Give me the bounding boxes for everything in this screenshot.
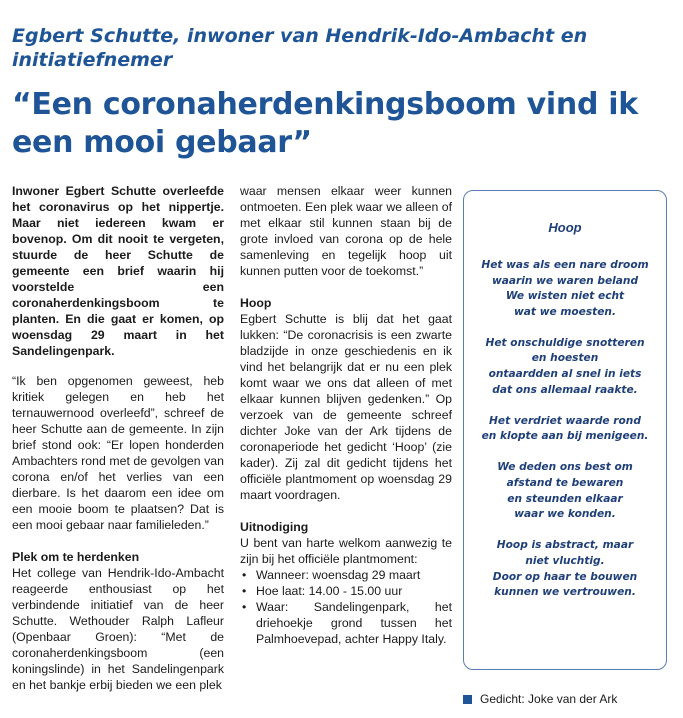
event-details-list [240,567,452,647]
poem-line: niet vluchtig. [525,554,605,567]
poem-stanza [463,414,667,445]
poem-line: Hoop is abstract, maar [496,539,634,552]
poem-line: en klopte aan bij menigeen. [481,430,649,443]
poem-stanza [463,336,667,398]
poem-line: Het was als een nare droom [481,259,649,271]
article-headline: “Een coronaherdenkingsboom vind ik een mooi gebaar” [12,87,638,160]
poem-line: wat we moesten. [514,305,616,318]
list-item: • Wanneer: woensdag 29 maart [256,567,452,583]
column-2 [240,183,452,647]
poem-line: dat ons allemaal raakte. [492,383,638,396]
poem-line: Het verdriet waarde rond [489,414,641,427]
section-heading: Uitnodiging [240,520,309,534]
body-paragraph: waar mensen elkaar weer kunnen ontmoeten. Een plek waar we alleen of met elkaar stil kunnen staan bij de grote invloed van corona op de hele samenleving en tegelijk hoop uit kunnen putten voor de toekomst.” [240,184,452,278]
poem-line: Het onschuldige snotteren [485,336,645,349]
body-paragraph: Het college van Hendrik-Ido-Ambacht reageerde enthousiast op het verbindende initiatief van de heer Schutte. Wethouder Ralph Lafleur (Openbaar Groen): “Met de coronaherdenkingsboom (een koningslinde) in het Sandelingenpark en het bankje erbij bieden we een plek [12,566,224,692]
section-heading: Hoop [240,296,272,310]
square-bullet-icon [463,695,472,704]
body-paragraph: Egbert Schutte is blij dat het gaat lukken: “De coronacrisis is een zwarte bladzijde in onze geschiedenis en ik vind het belangrijk dat er nu een plek komt waar we ons dat alleen of met elkaar kunnen blijven gedenken.” Op verzoek van de gemeente schreef dichter Joke van der Ark tijdens de coronaperiode het gedicht ‘Hoop’ (zie kader). Zij zal dit gedicht tijdens het officiële plantmoment op woensdag 29 maart voordragen. [240,312,452,502]
poem-line: ontaardden al snel in iets [488,368,642,381]
poem-line: kunnen we vertrouwen. [494,586,636,599]
poem-stanza [463,460,667,522]
section-heading: Plek om te herdenken [12,550,140,564]
poem-line: en steunden elkaar [507,492,623,505]
poem-line: waarin we waren beland [491,274,639,287]
poem-line: afstand te bewaren [506,477,624,490]
poem-stanza [463,258,667,320]
intro-paragraph: Inwoner Egbert Schutte overleefde het coronavirus op het nippertje. Maar niet iedereen kwam er bovenop. Om dit nooit te vergeten, stuurde de heer Schutte de gemeente een brief waarin hij voorstelde een coronaherdenkingsboom te planten. En die gaat er komen, op woensdag 29 maart in het Sandelingenpark. [12,184,224,358]
poem-credit [463,692,683,706]
poem-stanza [463,538,667,600]
poem-line: en hoesten [531,352,599,365]
poem-text [463,258,667,616]
poem-title: Hoop [548,220,582,235]
poem-line: waar we konden. [514,508,616,521]
body-paragraph: “Ik ben opgenomen geweest, heb kritiek gelegen en heb het ternauwernood overleefd”, schreef de heer Schutte aan de gemeente. In zijn brief stond ook: “Er lopen honderden Ambachters rond met de gevolgen van corona en/of het verlies van een dierbare. Is het daarom een idee om een mooie boom te plaatsen? Dat is een mooi gebaar naar familieleden.” [12,374,224,532]
poem-line: Door op haar te bouwen [492,570,638,583]
body-paragraph: U bent van harte welkom aanwezig te zijn bij het officiële plantmoment: [240,536,452,566]
column-1 [12,183,224,707]
article-kicker: Egbert Schutte, inwoner van Hendrik-Ido-Ambacht en initiatiefnemer [12,25,588,71]
list-item: • Hoe laat: 14.00 - 15.00 uur [256,583,452,599]
poem-line: We wisten niet echt [505,290,625,303]
credit-text: Gedicht: Joke van der Ark [480,692,618,706]
list-item: • Waar: Sandelingenpark, het driehoekje grond tussen het Palmhoevepad, achter Happy Italy. [256,599,452,647]
poem-line: We deden ons best om [497,461,633,474]
